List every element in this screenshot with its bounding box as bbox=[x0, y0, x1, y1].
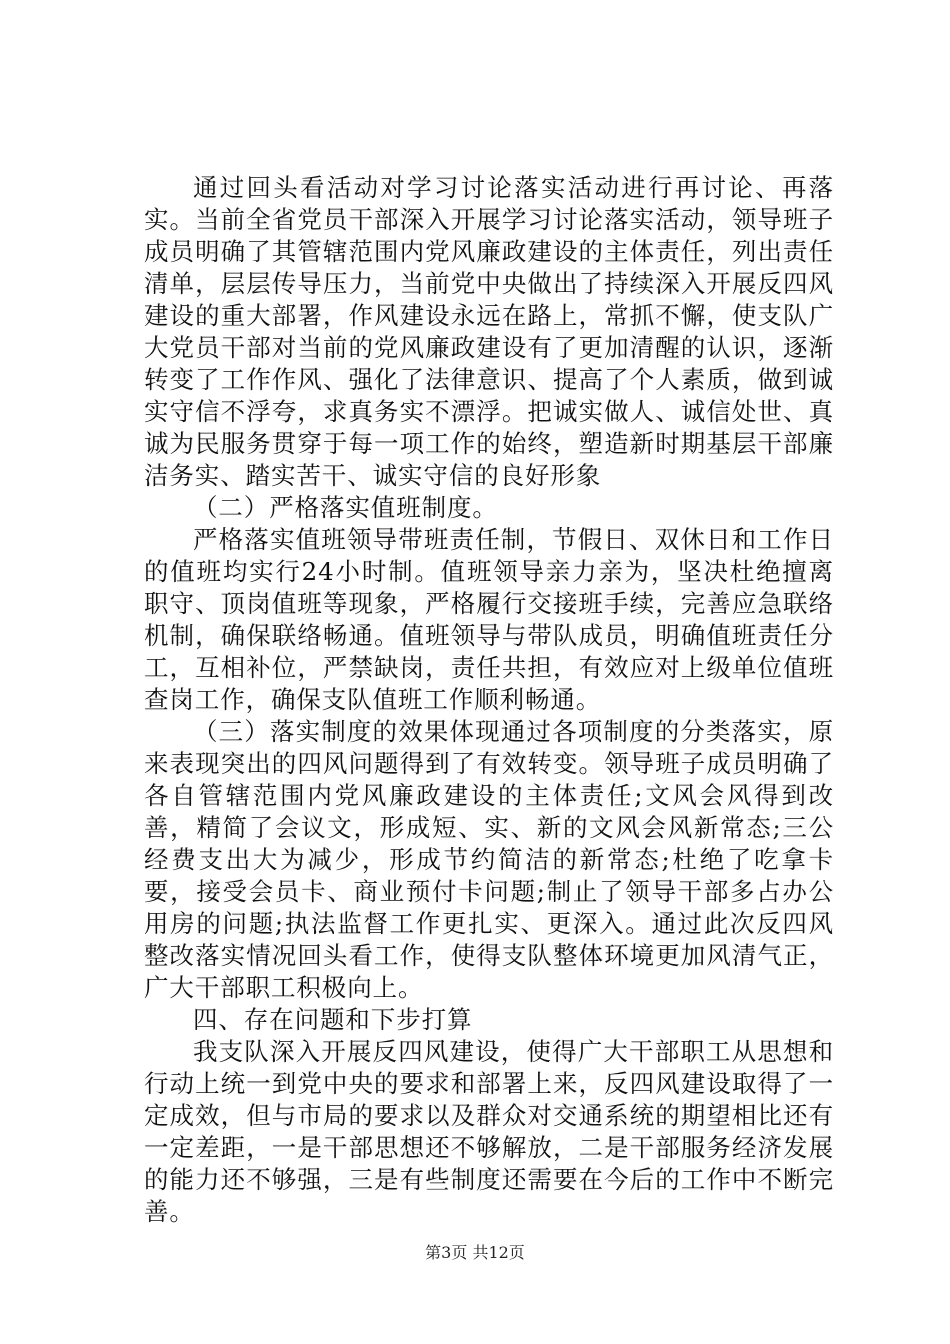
heading-duty-system: （二）严格落实值班制度。 bbox=[193, 493, 498, 522]
document-body bbox=[144, 172, 834, 1228]
paragraph-duty-system: 严格落实值班领导带班责任制，节假日、双休日和工作日的值班均实行24小时制。值班领导亲力亲为，坚决杜绝擅离职守、顶岗值班等现象，严格履行交接班手续，完善应急联络机制，确保联络畅通。值班领导与带队成员，明确值班责任分工，互相补位，严禁缺岗，责任共担，有效应对上级单位值班查岗工作，确保支队值班工作顺利畅通。 bbox=[144, 525, 834, 714]
heading-problems-plans: 四、存在问题和下步打算 bbox=[193, 1005, 473, 1034]
paragraph-problems-plans: 我支队深入开展反四风建设，使得广大干部职工从思想和行动上统一到党中央的要求和部署上来，反四风建设取得了一定成效，但与市局的要求以及群众对交通系统的期望相比还有一定差距，一是干部思想还不够解放，二是干部服务经济发展的能力还不够强，三是有些制度还需要在今后的工作中不断完善。 bbox=[144, 1037, 834, 1226]
page-footer: 第3页 共12页 bbox=[425, 1243, 525, 1262]
paragraph-review-activity: 通过回头看活动对学习讨论落实活动进行再讨论、再落实。当前全省党员干部深入开展学习讨论落实活动，领导班子成员明确了其管辖范围内党风廉政建设的主体责任，列出责任清单，层层传导压力，当前党中央做出了持续深入开展反四风建设的重大部署，作风建设永远在路上，常抓不懈，使支队广大党员干部对当前的党风廉政建设有了更加清醒的认识，逐渐转变了工作作风、强化了法律意识、提高了个人素质，做到诚实守信不浮夸，求真务实不漂浮。把诚实做人、诚信处世、真诚为民服务贯穿于每一项工作的始终，塑造新时期基层干部廉洁务实、踏实苦干、诚实守信的良好形象 bbox=[144, 173, 834, 490]
paragraph-system-effects: （三）落实制度的效果体现通过各项制度的分类落实，原来表现突出的四风问题得到了有效转变。领导班子成员明确了各自管辖范围内党风廉政建设的主体责任;文风会风得到改善，精简了会议文，形成短、实、新的文风会风新常态;三公经费支出大为减少，形成节约简洁的新常态;杜绝了吃拿卡要，接受会员卡、商业预付卡问题;制止了领导干部多占办公用房的问题;执法监督工作更扎实、更深入。通过此次反四风整改落实情况回头看工作，使得支队整体环境更加风清气正，广大干部职工积极向上。 bbox=[144, 717, 834, 1002]
